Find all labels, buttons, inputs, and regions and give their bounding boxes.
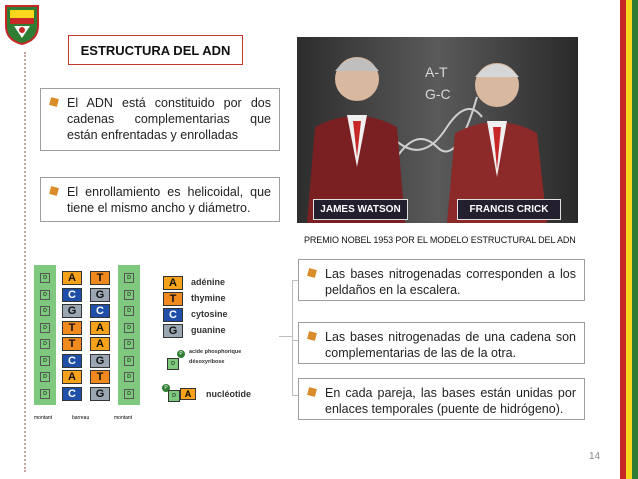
base-pair-row <box>34 288 140 302</box>
nucleotide-phosphate: P <box>162 384 170 392</box>
sugar-right: D <box>124 372 134 382</box>
base-A: A <box>90 337 110 351</box>
sugar-square: D <box>167 358 179 370</box>
base-pair-row <box>34 304 140 318</box>
bullet-box-hydrogen <box>298 378 585 420</box>
sugar-left: D <box>40 290 50 300</box>
base-pair-row <box>34 271 140 285</box>
bullet-box-structure <box>40 88 280 151</box>
page-number: 14 <box>589 451 601 462</box>
bullet-box-helix <box>40 177 280 222</box>
bullet-icon <box>307 268 317 278</box>
connector-vertical <box>292 280 293 395</box>
crest-icon <box>2 2 42 46</box>
base-pair-row <box>34 337 140 351</box>
sugar-left: D <box>40 339 50 349</box>
legend-item-adénine <box>163 276 273 290</box>
legend-item-guanine <box>163 324 273 338</box>
bullet-icon <box>49 186 59 196</box>
bullet-icon <box>49 97 59 107</box>
base-G: G <box>90 354 110 368</box>
sugar-right: D <box>124 389 134 399</box>
base-C: C <box>62 288 82 302</box>
base-pair-row <box>34 354 140 368</box>
scientists-photo-image <box>297 37 578 223</box>
bottom-label-left: montant <box>34 415 53 421</box>
legend-item-thymine <box>163 292 273 306</box>
base-C: C <box>62 354 82 368</box>
dna-ladder-diagram <box>34 265 140 425</box>
base-pair-row <box>34 370 140 384</box>
school-crest-logo <box>2 2 42 46</box>
bullet-text-complementary: Las bases nitrogenadas de una cadena son complementarias de las de la otra. <box>325 330 576 360</box>
bullet-box-complementary <box>298 322 585 364</box>
bullet-text-hydrogen: En cada pareja, las bases están unidas por enlaces temporales (puente de hidrógeno). <box>325 386 576 416</box>
slide-title-text: ESTRUCTURA DEL ADN <box>80 42 231 58</box>
base-T: T <box>62 321 82 335</box>
base-legend <box>163 276 273 342</box>
nucleotide-legend <box>160 384 270 404</box>
name-tag-crick <box>457 199 561 220</box>
sugar-left: D <box>40 323 50 333</box>
name-crick-text: FRANCIS CRICK <box>469 204 549 215</box>
base-A: A <box>62 271 82 285</box>
bullet-icon <box>307 387 317 397</box>
nucleotide-base: A <box>180 388 196 400</box>
bullet-text-helix: El enrollamiento es helicoidal, que tiene el mismo ancho y diámetro. <box>67 185 271 215</box>
legend-label: thymine <box>191 293 226 303</box>
base-T: T <box>90 271 110 285</box>
name-watson-text: JAMES WATSON <box>320 204 401 215</box>
bullet-text-structure: El ADN está constituido por dos cadenas complementarias que están enfrentadas y enrolladas <box>67 96 271 142</box>
base-T: T <box>62 337 82 351</box>
nucleotide-label: nucléotide <box>206 389 252 399</box>
phosphate-sugar-legend <box>165 348 275 372</box>
left-dotted-rule <box>24 52 26 472</box>
legend-base-G: G <box>163 324 183 338</box>
base-A: A <box>62 370 82 384</box>
base-T: T <box>90 370 110 384</box>
legend-label: cytosine <box>191 309 228 319</box>
sugar-left: D <box>40 372 50 382</box>
nucleotide-sugar: D <box>168 390 180 402</box>
sugar-left: D <box>40 273 50 283</box>
bullet-box-steps <box>298 259 585 301</box>
base-pair-row <box>34 387 140 401</box>
phosphate-dot: P <box>177 350 185 358</box>
board-text-gc: G-C <box>425 86 451 102</box>
sugar-left: D <box>40 356 50 366</box>
photo-caption: PREMIO NOBEL 1953 POR EL MODELO ESTRUCTURAL DEL ADN <box>304 235 576 245</box>
sugar-right: D <box>124 339 134 349</box>
base-A: A <box>90 321 110 335</box>
sugar-right: D <box>124 273 134 283</box>
base-G: G <box>90 387 110 401</box>
bullet-text-steps: Las bases nitrogenadas corresponden a los peldaños en la escalera. <box>325 267 576 297</box>
bullet-icon <box>307 331 317 341</box>
bottom-label-middle: barreau <box>72 415 90 421</box>
legend-label: adénine <box>191 277 226 287</box>
legend-base-A: A <box>163 276 183 290</box>
base-G: G <box>62 304 82 318</box>
sugar-right: D <box>124 290 134 300</box>
legend-base-T: T <box>163 292 183 306</box>
legend-base-C: C <box>163 308 183 322</box>
base-C: C <box>62 387 82 401</box>
sugar-left: D <box>40 306 50 316</box>
stripe-green <box>632 0 638 479</box>
sugar-left: D <box>40 389 50 399</box>
connector-horizontal <box>279 336 293 337</box>
acid-label: acide phosphorique <box>189 349 242 355</box>
left-backbone <box>34 265 56 405</box>
slide-title <box>68 35 243 65</box>
sugar-right: D <box>124 306 134 316</box>
sugar-label: désoxyribose <box>189 359 225 365</box>
watson-crick-photo <box>297 37 578 223</box>
base-C: C <box>90 304 110 318</box>
bottom-label-right: montant <box>114 415 133 421</box>
sugar-right: D <box>124 356 134 366</box>
right-backbone <box>118 265 140 405</box>
legend-label: guanine <box>191 325 226 335</box>
name-tag-watson <box>313 199 408 220</box>
base-pair-row <box>34 321 140 335</box>
legend-item-cytosine <box>163 308 273 322</box>
sugar-right: D <box>124 323 134 333</box>
board-text-at: A-T <box>425 64 448 80</box>
base-G: G <box>90 288 110 302</box>
